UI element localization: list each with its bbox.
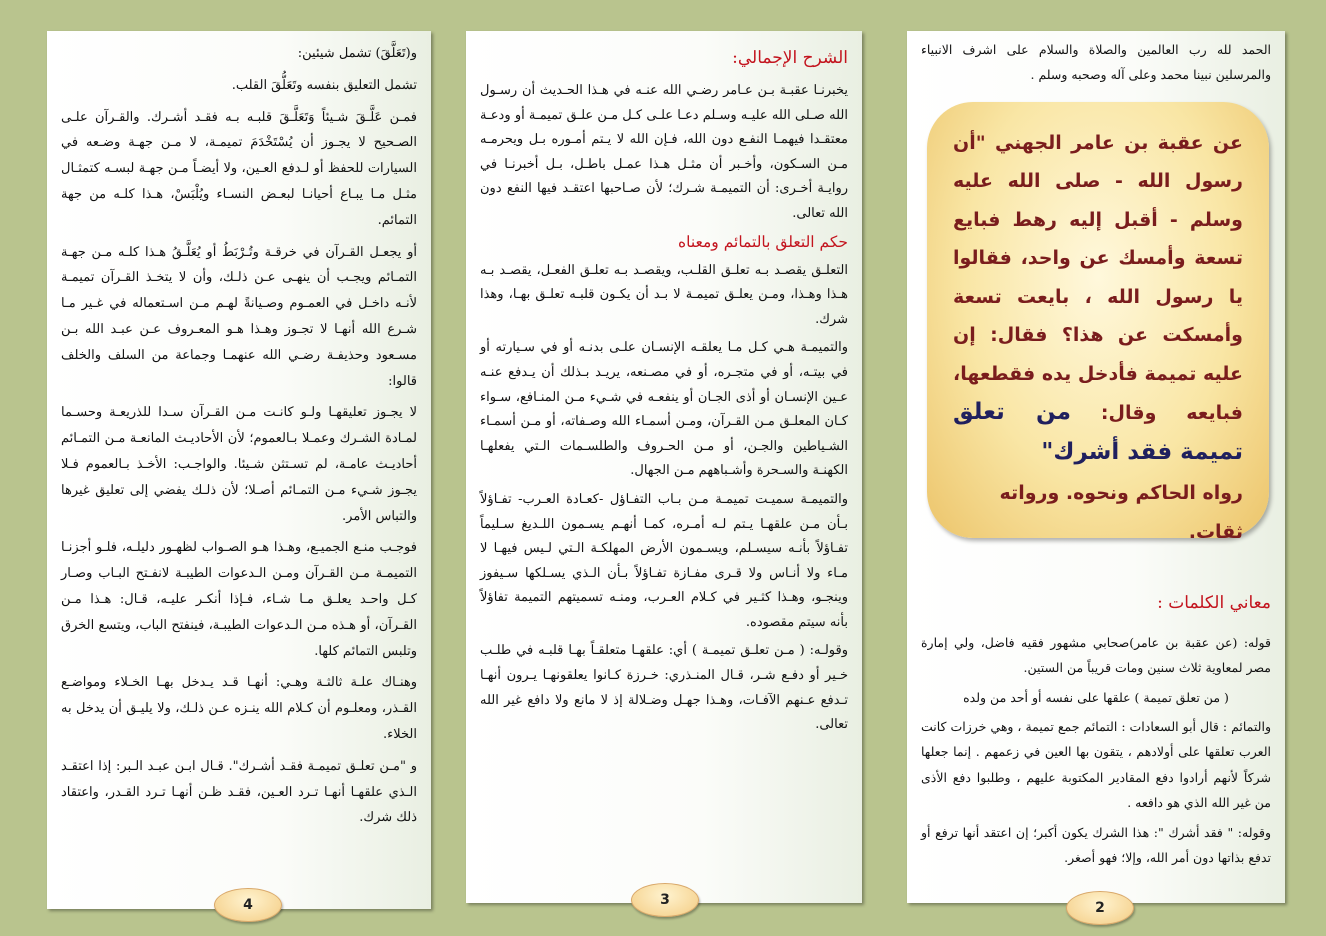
hadith-narration: رواه الحاكم ونحوه. ورواته ثقات. [999,482,1243,543]
meaning-item: قوله: (عن عقبة بن عامر)صحابي مشهور فقيه فاضل، ولي إمارة مصر لمعاوية ثلاث سنين ومات قريباً من الستين. [921,634,1271,676]
page4-paragraph: وهنـاك علـة ثالثـة وهـي: أنهـا قـد يـدخل بهـا الخـلاء ومواضـع القـذر، ومعلـوم أن كـلام الله ينـزه عـن ذلـك، ولا يليـق أن يدخل به الخلاء. [61,675,417,742]
hadith-text: عن عقبة بن عامر الجهني "أن رسول الله - صلى الله عليه وسلم - أقبل إليه رهط فبايع تسعة وأمسك عن واحد، فقالوا يا رسول الله ، بايعت تسعة وأمسكت عن هذا؟ فقال: إن عليه تميمة فأدخل يده فقطعها، فبايعه وقال: [953,131,1243,425]
hadith-emphasis: من تعلق تميمة فقد أشرك [953,399,1243,465]
page4-paragraph: فوجـب منـع الجميـع، وهـذا هـو الصـواب لظهـور دليلـه، فلـو أجزنـا التميمـة مـن القـرآن ومـن الـدعوات الطيبـة لانفـتح البـاب وصـار كـل واحـد يعلـق مـا شـاء، فـإذا أنكـر عليـه، قـال: هـذا مـن القـرآن، أو هـذه مـن الـدعوات الطيبـة، فينفتح الباب، ويتسع الخرق وتلبس التمائم كلها. [61,540,417,659]
page4-paragraph: أو يجعـل القـرآن في خرقـة وتُـرْبَطُ أو يُعَلَّـقُ هـذا كلـه مـن جهـة التمـائم ويجـب أن ينهـى عـن ذلـك، وأن لا يتخـذ القـرآن تميمـة لأنـه داخـل في العمـوم وصـيانةً لهـم مـن اسـتعماله في غـير مـا شـرع الله أنهـا لا تجـوز وهـذا هـو المعـروف عـن عبـد الله بـن مسـعود وحذيفـة رضـي الله عنهمـا وجماعة من السلف والخلف قالوا: [61,244,417,389]
page-number-2: 2 [1066,891,1134,925]
page4-paragraph: فمـن عَلَّـقَ شـيئاً وَتَعَلَّـقَ قلبـه بـه فقـد أشـرك. والقـرآن علـى الصـحيح لا يجـوز أن يُسْتَخْدَمَ تميمـة، لا مـن جهـة وضـعه في السيارات للحفظ أو لـدفع العـين، ولا أيضـاً مـن جهـة لبسـه كتمثـال مثـل مـا يبـاع أحيانـا لبعـض النسـاء ويُلْبَسْ، هـذا كلـه من جهة التمائم. [61,109,417,228]
page3-paragraph: والتميمـة هـي كـل مـا يعلقـه الإنسـان علـى بدنـه أو في سـيارته أو في بيتـه، أو في متجـره، أو في مصـنعه، يريـد بـذلك أن يـدفع عنـه عـين الإنسـان أو أذى الجـان أو ينفعـه في شـيء مـن المنـافع، سـواء كـان المعلـق مـن القـرآن، ومـن أسمـاء الله وصـفاته، أو مـن أسمـاء الشـياطين والجـن، أو مـن الحـروف والطلسـمات الـتي يفعلهـا الكهنـة والسـحرة وأشـباههم مـن الجهال. [480,340,848,479]
meaning-item: ( من تعلق تميمة ) علقها على نفسه أو أحد من ولده [963,689,1229,705]
page3-paragraph: وقولـه: ( مـن تعلـق تميمـة ) أي: علقهـا متعلقـاً بهـا قلبـه في طلـب خـير أو دفـع شـر، قـال المنـذري: خـرزة كـانوا يعلقونهـا يـرون أنهـا تـدفع عـنهم الآفـات، وهـذا جهـل وضـلالة إذ لا مانع ولا دافع غير الله تعالى. [480,643,848,733]
intro-text: الحمد لله رب العالمين والصلاة والسلام على اشرف الانبياء والمرسلين نبينا محمد وعلى آله وصحبه وسلم . [921,42,1271,83]
hadith-closing-quote: " [1041,438,1054,465]
page4-paragraph: تشمل التعليق بنفسه وتَعَلُّقَ القلب. [231,77,417,93]
meaning-item: والتمائم : قال أبو السعادات : التمائم جمع تميمة ، وهي خرزات كانت العرب تعلقها على أولادهم ، يتقون بها العين في زعمهم . إنما جعلها شركاً لأنهم أرادوا دفع المقادير المكتوبة عليهم ، وطلبوا دفع الأذى من غير الله الذي هو دافعه . [921,719,1271,811]
page4-paragraph: و "مـن تعلـق تميمـة فقـد أشـرك". قـال ابـن عبـد الـبر: إذا اعتقـد الـذي علقهـا أنهـا تـرد العـين، فقـد ظـن أنهـا تـرد القـدر، واعتقاد ذلك شرك. [61,758,417,826]
hadith-quote-box [927,102,1269,543]
section-heading-ruling: حكم التعلق بالتمائم ومعناه [677,232,848,251]
page3-paragraph: والتميمـة سميـت تميمـة مـن بـاب التفـاؤل -كعـادة العـرب- تفـاؤلاً بـأن مـن علقهـا يـتم لـه أمـره، كمـا أنهـم يسـمون اللـديغ سـليماً تفـاؤلاً بأنـه سيسـلم، ويسـمون الأرض المهلكـة الـتي لـيس فيهـا لا مـاء ولا أنـاس ولا قـرى مفـازة تفـاؤلاً بـأن الـذي يسـلكها سـيفوز وينجـو، وهـذا كثـير في كـلام العـرب، ومنـه تسميتهم التميمة تفاؤلاً بأنه سيتم مقصوده. [480,491,848,630]
page3-paragraph: يخبرنـا عقبـة بـن عـامر رضـي الله عنـه في هـذا الحـديث أن رسـول الله صـلى الله عليـه وسـلم دعـا علـى كـل مـن علـق تميمـة أو ودعـة معتقـدا فيهمـا النفـع دون الله، فـإن الله لا يـتم أمـوره بـل ويحرمـه مـن السـكون، وأخـبر أن مثـل هـذا عمـل باطـل، بـل أخبرنـا في روايـة أخـرى: أن التميمـة شـرك؛ لأن صـاحبها اعتقـد فيها النفع دون الله تعالى. [480,83,848,221]
page3-paragraph: التعلـق يقصـد بـه تعلـق القلـب، ويقصـد بـه تعلـق الفعـل، يقصـد بـه هـذا وهـذا، ومـن يعلـق تميمـة لا بـد أن يكـون قلبـه تعلـق بهـا، وهذا شرك. [480,262,848,327]
page-number-4: 4 [214,888,282,922]
page4-paragraph: و(تَعَلَّقَ) تشمل شيئين: [297,46,417,61]
page4-paragraph: لا يجـوز تعليقهـا ولـو كانـت مـن القـرآن سـدا للذريعـة وحسـما لمـادة الشـرك وعمـلا بـالعموم؛ لأن الأحاديـث المانعـة مـن التمـائم أحاديـث عامـة، لم تسـتثن شـيئا. والواجـب: الأخـذ بـالعموم فـلا يجـوز شـيء مـن التمـائم أصـلا؛ لأن ذلـك يفضي إلى تعليق غيرها والتباس الأمر. [61,405,417,524]
meaning-item: وقوله: " فقد أشرك ": هذا الشرك يكون أكبر؛ إن اعتقد أنها ترفع أو تدفع بذاتها دون أمر الله، وإلا؛ فهو أصغر. [921,824,1271,866]
section-heading-summary: الشرح الإجمالي: [732,48,848,68]
page-number-3: 3 [631,883,699,917]
page-2-panel [907,31,1285,903]
section-heading-meanings: معاني الكلمات : [1157,592,1271,613]
page-3-panel [466,31,862,903]
page-4-panel [47,31,431,909]
